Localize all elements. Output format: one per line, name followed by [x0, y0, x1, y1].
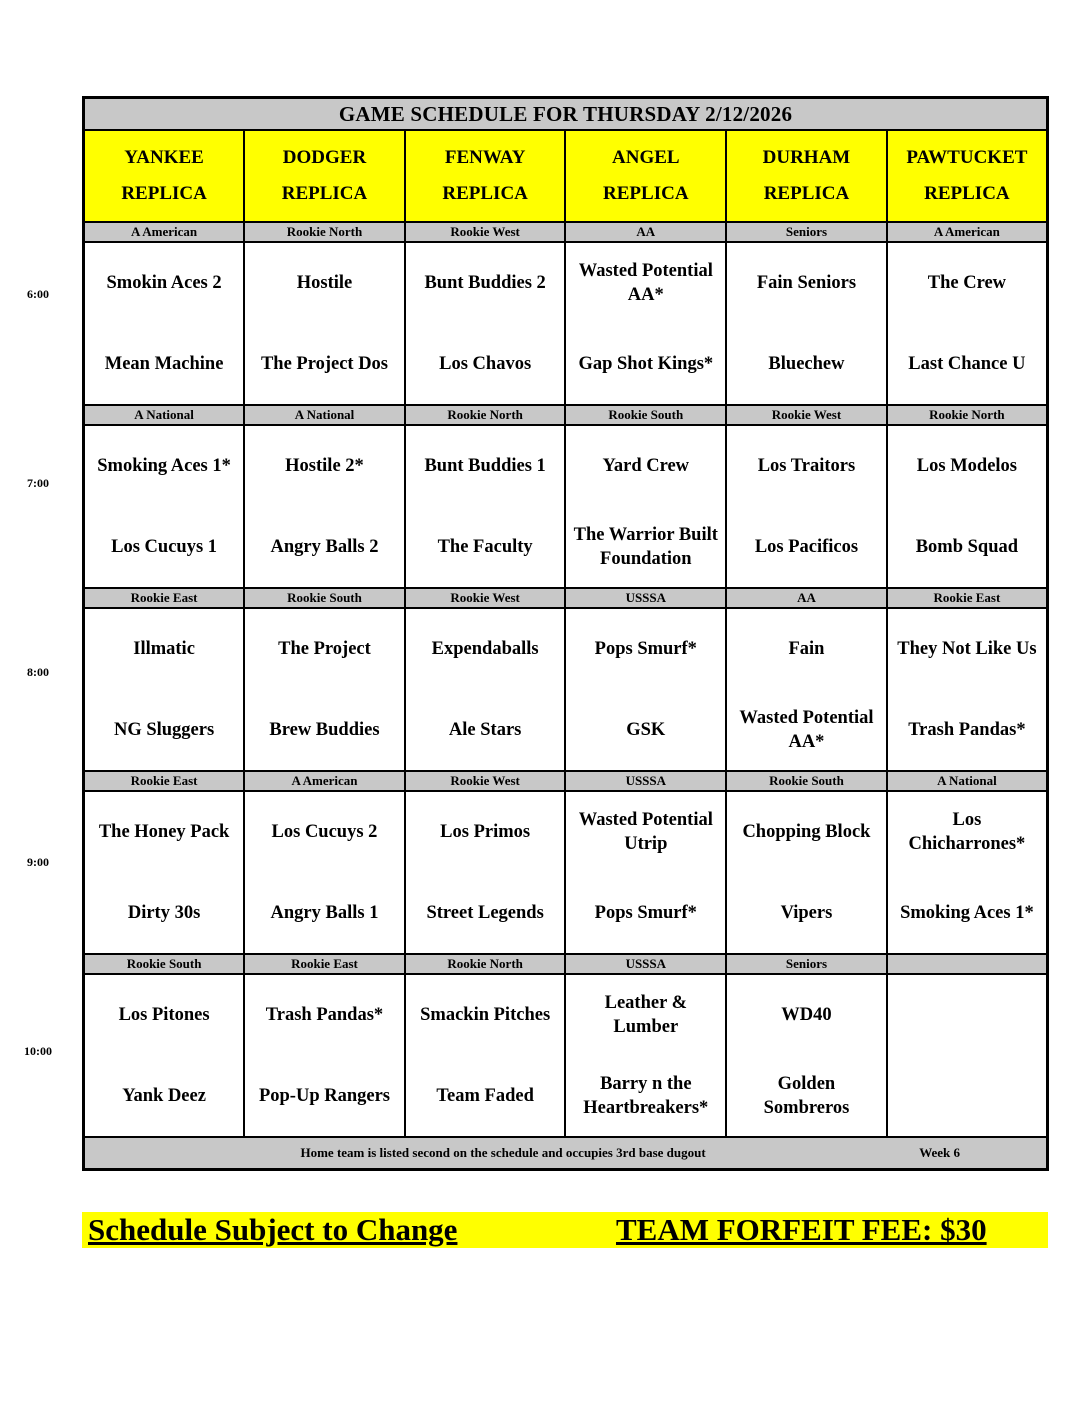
- away-team: Hostile 2*: [285, 456, 364, 477]
- title-row: [84, 98, 1048, 131]
- notice-banner: [82, 1212, 1048, 1248]
- home-team: Brew Buddies: [269, 719, 380, 740]
- schedule-change-notice: Schedule Subject to Change: [88, 1212, 458, 1247]
- time-label: 9:00: [27, 855, 49, 869]
- division-label: Rookie East: [887, 588, 1048, 608]
- home-team: Bomb Squad: [915, 536, 1019, 557]
- schedule-table: [82, 96, 1049, 1171]
- home-team: The Faculty: [437, 536, 533, 557]
- game-cell: [244, 425, 405, 588]
- home-team: Los Cucuys 1: [111, 536, 218, 557]
- division-label: Rookie East: [84, 771, 245, 791]
- away-team: Yard Crew: [602, 456, 690, 477]
- division-label: Rookie West: [405, 771, 566, 791]
- schedule-sheet: [82, 96, 1049, 1171]
- away-team: Los Cucuys 2: [271, 822, 378, 843]
- division-label: Rookie North: [405, 405, 566, 425]
- division-label: A National: [244, 405, 405, 425]
- away-team: Los Primos: [440, 822, 531, 843]
- footer-cell: [84, 1137, 1048, 1170]
- week-label: Week 6: [919, 1145, 960, 1160]
- division-label: Rookie North: [244, 222, 405, 242]
- time-label: 6:00: [27, 287, 49, 301]
- game-cell: [726, 791, 887, 954]
- time-label: 8:00: [27, 665, 49, 679]
- division-label: USSSA: [565, 588, 726, 608]
- home-team: Ale Stars: [448, 719, 522, 740]
- away-team: Smoking Aces 1*: [97, 456, 231, 477]
- away-team: Wasted Potential Utrip: [578, 810, 713, 855]
- field-sub: REPLICA: [442, 183, 528, 204]
- game-cell: [244, 242, 405, 405]
- division-label: A National: [84, 405, 245, 425]
- game-cell: [84, 425, 245, 588]
- field-header: [726, 130, 887, 222]
- division-label: AA: [726, 588, 887, 608]
- away-team: Los Pitones: [118, 1005, 210, 1026]
- footer-row: [84, 1137, 1048, 1170]
- game-cell: [84, 974, 245, 1137]
- away-team: Trash Pandas*: [265, 1005, 384, 1026]
- home-team: Vipers: [780, 902, 833, 923]
- game-cell: [84, 791, 245, 954]
- away-team: Leather & Lumber: [604, 993, 687, 1038]
- away-team: Illmatic: [133, 639, 195, 660]
- division-label: Rookie East: [84, 588, 245, 608]
- division-label: A American: [887, 222, 1048, 242]
- away-team: The Crew: [927, 273, 1007, 294]
- home-team: Wasted Potential AA*: [739, 707, 874, 752]
- game-cell: [565, 425, 726, 588]
- away-team: The Honey Pack: [98, 822, 230, 843]
- away-team: Fain Seniors: [756, 273, 857, 294]
- division-label: USSSA: [565, 954, 726, 974]
- game-cell: [565, 608, 726, 771]
- division-row: [84, 222, 1048, 242]
- game-cell: [244, 974, 405, 1137]
- game-cell: [84, 242, 245, 405]
- home-team: Golden Sombreros: [763, 1073, 850, 1118]
- home-team: The Warrior Built Foundation: [573, 524, 718, 569]
- division-label: A American: [84, 222, 245, 242]
- away-team: Chopping Block: [742, 822, 871, 843]
- home-team: Smoking Aces 1*: [900, 902, 1034, 923]
- division-row: [84, 405, 1048, 425]
- away-team: They Not Like Us: [897, 639, 1037, 660]
- game-cell: [726, 608, 887, 771]
- home-team: GSK: [626, 719, 666, 740]
- field-sub: REPLICA: [281, 183, 368, 204]
- game-row: [84, 425, 1048, 588]
- field-sub: REPLICA: [763, 183, 850, 204]
- away-team: WD40: [781, 1005, 832, 1026]
- division-label: Rookie South: [565, 405, 726, 425]
- away-team: Fain: [788, 639, 825, 660]
- away-team: The Project: [278, 639, 371, 660]
- division-label: Seniors: [726, 954, 887, 974]
- division-label: Rookie South: [84, 954, 245, 974]
- home-team: Pop-Up Rangers: [258, 1085, 390, 1106]
- game-cell: [244, 791, 405, 954]
- field-name: DURHAM: [762, 147, 851, 168]
- home-team: Pops Smurf*: [594, 902, 697, 923]
- division-row: [84, 771, 1048, 791]
- game-cell: [887, 791, 1048, 954]
- home-team: Los Chavos: [439, 353, 532, 374]
- game-cell: [565, 791, 726, 954]
- away-team: Los Modelos: [916, 456, 1017, 477]
- game-cell: [887, 425, 1048, 588]
- game-cell: [726, 242, 887, 405]
- home-team: Trash Pandas*: [908, 719, 1026, 740]
- field-sub: REPLICA: [121, 183, 207, 204]
- game-row: [84, 974, 1048, 1137]
- away-team: Smackin Pitches: [420, 1005, 551, 1026]
- game-cell: [405, 425, 566, 588]
- game-cell: [405, 242, 566, 405]
- division-label: Rookie South: [244, 588, 405, 608]
- game-row: [84, 608, 1048, 771]
- home-team: Team Faded: [436, 1085, 534, 1106]
- home-team: [890, 1056, 1044, 1137]
- away-team: Los Traitors: [757, 456, 856, 477]
- division-label: Rookie West: [405, 222, 566, 242]
- home-team: Last Chance U: [908, 353, 1026, 374]
- division-label: Rookie North: [887, 405, 1048, 425]
- division-label: A National: [887, 771, 1048, 791]
- home-team: Barry n the Heartbreakers*: [583, 1073, 709, 1118]
- game-row: [84, 791, 1048, 954]
- division-label: Rookie North: [405, 954, 566, 974]
- field-header: [244, 130, 405, 222]
- field-name: DODGER: [282, 147, 367, 168]
- game-cell: [244, 608, 405, 771]
- game-cell: [565, 242, 726, 405]
- division-label: AA: [565, 222, 726, 242]
- away-team: Hostile: [296, 273, 353, 294]
- game-cell: [405, 974, 566, 1137]
- field-header: [887, 130, 1048, 222]
- time-label: 10:00: [24, 1044, 52, 1058]
- field-header: [405, 130, 566, 222]
- home-team: Gap Shot Kings*: [578, 353, 714, 374]
- home-team: Street Legends: [426, 902, 544, 923]
- field-sub: REPLICA: [924, 183, 1010, 204]
- home-team: Angry Balls 1: [270, 902, 379, 923]
- home-team: Bluechew: [768, 353, 845, 374]
- game-cell: [84, 608, 245, 771]
- field-name: ANGEL: [612, 147, 680, 168]
- division-label: A American: [244, 771, 405, 791]
- division-row: [84, 954, 1048, 974]
- away-team: Pops Smurf*: [594, 639, 697, 660]
- division-label: Seniors: [726, 222, 887, 242]
- home-team: Los Pacificos: [754, 536, 859, 557]
- home-team: Yank Deez: [122, 1085, 206, 1106]
- field-name: YANKEE: [124, 147, 204, 168]
- game-cell: [887, 974, 1048, 1137]
- game-cell: [405, 608, 566, 771]
- home-team-note: Home team is listed second on the schedule and occupies 3rd base dugout: [300, 1145, 706, 1160]
- game-cell: [887, 242, 1048, 405]
- game-row: [84, 242, 1048, 405]
- field-name: FENWAY: [444, 147, 526, 168]
- away-team: Wasted Potential AA*: [578, 261, 713, 306]
- away-team: Los Chicharrones*: [908, 810, 1026, 855]
- game-cell: [726, 974, 887, 1137]
- game-cell: [887, 608, 1048, 771]
- schedule-title: GAME SCHEDULE FOR THURSDAY 2/12/2026: [84, 98, 1048, 131]
- division-label: Rookie East: [244, 954, 405, 974]
- division-label: USSSA: [565, 771, 726, 791]
- home-team: Mean Machine: [104, 353, 224, 374]
- home-team: NG Sluggers: [113, 719, 215, 740]
- field-sub: REPLICA: [603, 183, 689, 204]
- away-team: Bunt Buddies 2: [424, 273, 546, 294]
- home-team: The Project Dos: [260, 353, 389, 374]
- division-label: Rookie West: [405, 588, 566, 608]
- away-team: Expendaballs: [431, 639, 539, 660]
- game-cell: [405, 791, 566, 954]
- division-label: Rookie West: [726, 405, 887, 425]
- field-header-row: [84, 130, 1048, 222]
- field-header: [565, 130, 726, 222]
- time-label: 7:00: [27, 476, 49, 490]
- home-team: Angry Balls 2: [270, 536, 379, 557]
- away-team: Bunt Buddies 1: [424, 456, 546, 477]
- home-team: Dirty 30s: [127, 902, 201, 923]
- field-name: PAWTUCKET: [906, 147, 1028, 168]
- division-label: [887, 954, 1048, 974]
- away-team: Smokin Aces 2: [106, 273, 222, 294]
- game-cell: [565, 974, 726, 1137]
- away-team: [890, 975, 1044, 1056]
- forfeit-fee-notice: TEAM FORFEIT FEE: $30: [616, 1212, 987, 1247]
- division-label: Rookie South: [726, 771, 887, 791]
- division-row: [84, 588, 1048, 608]
- field-header: [84, 130, 245, 222]
- game-cell: [726, 425, 887, 588]
